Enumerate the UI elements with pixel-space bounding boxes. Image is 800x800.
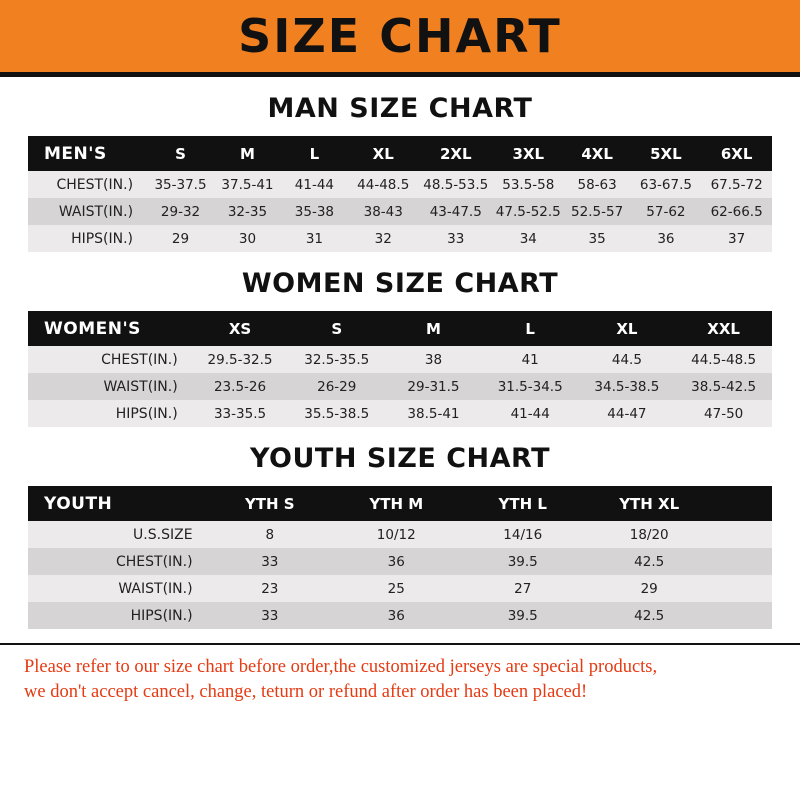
table-cell: 38.5-41: [407, 405, 460, 422]
table-cell: 44.5: [611, 351, 642, 368]
table-cell: 10/12: [376, 526, 416, 543]
header-cell-spacer: [712, 486, 772, 521]
table-cell-spacer: [712, 548, 772, 575]
table-cell: 41-44: [510, 405, 550, 422]
table-row: [28, 521, 772, 548]
table-cell: 29: [640, 580, 658, 597]
table-cell: 29-31.5: [407, 378, 460, 395]
table-row: [28, 171, 772, 198]
section-women: [28, 268, 772, 427]
table-cell: 67.5-72: [710, 176, 763, 193]
row-label: HIPS(IN.): [71, 230, 134, 247]
table-cell: 35: [588, 230, 606, 247]
header-cell: XL: [579, 311, 676, 346]
table-cell: 39.5: [507, 553, 538, 570]
section-man: [28, 93, 772, 252]
table-cell: 44-48.5: [357, 176, 410, 193]
header-cell: 6XL: [701, 136, 772, 171]
row-label: CHEST(IN.): [115, 553, 193, 570]
table-cell: 38.5-42.5: [691, 378, 757, 395]
page-title: SIZE CHART: [238, 9, 562, 63]
header-cell: M: [214, 136, 281, 171]
header-cell: XL: [348, 136, 419, 171]
table-cell: 37: [728, 230, 746, 247]
row-label: CHEST(IN.): [101, 351, 178, 368]
note-line-2: we don't accept cancel, change, teturn or refund after order has been placed!: [24, 681, 588, 702]
table-cell: 8: [265, 526, 275, 543]
section-title-youth: YOUTH SIZE CHART: [249, 443, 551, 474]
table-header-row: [28, 311, 772, 346]
table-row: [28, 548, 772, 575]
table-header-row: [28, 136, 772, 171]
table-cell: 31.5-34.5: [497, 378, 563, 395]
table-cell: 32.5-35.5: [304, 351, 370, 368]
row-label: WAIST(IN.): [118, 580, 193, 597]
table-cell: 29: [171, 230, 190, 247]
header-cell: 3XL: [493, 136, 564, 171]
table-cell: 33: [447, 230, 465, 247]
table-cell: 23: [261, 580, 279, 597]
table-cell: 33: [261, 553, 279, 570]
table-cell: 32: [374, 230, 392, 247]
table-cell: 31: [305, 230, 323, 247]
table-row: [28, 602, 772, 629]
header-cell: 5XL: [631, 136, 702, 171]
table-cell: 58-63: [577, 176, 617, 193]
table-cell-spacer: [712, 521, 772, 548]
table-youth: [28, 486, 772, 629]
table-cell: 33: [261, 607, 279, 624]
table-cell: 34.5-38.5: [594, 378, 660, 395]
table-cell: 23.5-26: [213, 378, 267, 395]
header-cell: YTH XL: [586, 486, 712, 521]
table-cell: 44-47: [607, 405, 647, 422]
table-cell: 43-47.5: [429, 203, 482, 220]
header-cell: S: [288, 311, 385, 346]
table-cell: 47-50: [704, 405, 744, 422]
table-row: [28, 346, 772, 373]
header-cell: YOUTH: [28, 486, 207, 521]
table-cell: 57-62: [646, 203, 686, 220]
table-cell: 29-32: [160, 203, 201, 220]
table-women: [28, 311, 772, 427]
table-cell: 44.5-48.5: [691, 351, 757, 368]
table-cell: 27: [514, 580, 532, 597]
table-cell: 25: [387, 580, 405, 597]
header-cell: 4XL: [564, 136, 631, 171]
table-cell: 14/16: [503, 526, 543, 543]
table-cell: 34: [519, 230, 537, 247]
table-row: [28, 198, 772, 225]
table-cell-spacer: [712, 602, 772, 629]
header-banner: [0, 0, 800, 72]
table-cell: 26-29: [317, 378, 357, 395]
header-cell: L: [482, 311, 579, 346]
section-youth: [28, 443, 772, 629]
row-label: U.S.SIZE: [133, 526, 193, 543]
header-cell: YTH L: [459, 486, 585, 521]
table-row: [28, 575, 772, 602]
table-cell: 42.5: [634, 607, 665, 624]
table-cell: 36: [657, 230, 675, 247]
table-row: [28, 373, 772, 400]
table-cell: 42.5: [634, 553, 665, 570]
header-cell: WOMEN'S: [28, 311, 192, 346]
table-cell: 62-66.5: [710, 203, 763, 220]
header-cell: L: [281, 136, 348, 171]
table-cell: 35-38: [294, 203, 335, 220]
table-cell: 53.5-58: [502, 176, 555, 193]
table-cell: 33-35.5: [213, 405, 267, 422]
table-cell: 35.5-38.5: [304, 405, 370, 422]
row-label: HIPS(IN.): [130, 607, 193, 624]
table-row: [28, 400, 772, 427]
table-header-row: [28, 486, 772, 521]
footer-note: [0, 643, 800, 705]
header-cell: S: [147, 136, 214, 171]
table-cell: 41: [521, 351, 539, 368]
section-title-man: MAN SIZE CHART: [267, 93, 533, 124]
table-cell: 37.5-41: [221, 176, 274, 193]
table-row: [28, 225, 772, 252]
header-cell: MEN'S: [28, 136, 147, 171]
row-label: WAIST(IN.): [58, 203, 134, 220]
table-cell: 52.5-57: [571, 203, 624, 220]
table-cell: 35-37.5: [154, 176, 207, 193]
table-cell: 29.5-32.5: [207, 351, 273, 368]
table-cell: 30: [238, 230, 257, 247]
header-cell: YTH S: [207, 486, 333, 521]
header-cell: M: [385, 311, 482, 346]
table-man: [28, 136, 772, 252]
section-title-women: WOMEN SIZE CHART: [241, 268, 559, 299]
header-cell: XS: [192, 311, 289, 346]
table-cell: 38: [424, 351, 443, 368]
table-cell: 47.5-52.5: [495, 203, 561, 220]
table-cell: 36: [387, 607, 405, 624]
table-cell: 32-35: [227, 203, 268, 220]
table-cell-spacer: [712, 575, 772, 602]
banner-divider: [0, 72, 800, 77]
table-cell: 36: [387, 553, 405, 570]
table-cell: 41-44: [294, 176, 335, 193]
header-cell: 2XL: [419, 136, 493, 171]
table-cell: 38-43: [363, 203, 403, 220]
table-cell: 39.5: [507, 607, 538, 624]
header-cell: YTH M: [333, 486, 459, 521]
row-label: CHEST(IN.): [56, 176, 134, 193]
table-cell: 18/20: [629, 526, 669, 543]
table-cell: 48.5-53.5: [423, 176, 489, 193]
header-cell: XXL: [675, 311, 772, 346]
charts-content: [0, 93, 800, 629]
table-cell: 63-67.5: [639, 176, 692, 193]
row-label: HIPS(IN.): [115, 405, 178, 422]
note-line-1: Please refer to our size chart before order,the customized jerseys are special products,: [24, 657, 658, 677]
row-label: WAIST(IN.): [103, 378, 178, 395]
